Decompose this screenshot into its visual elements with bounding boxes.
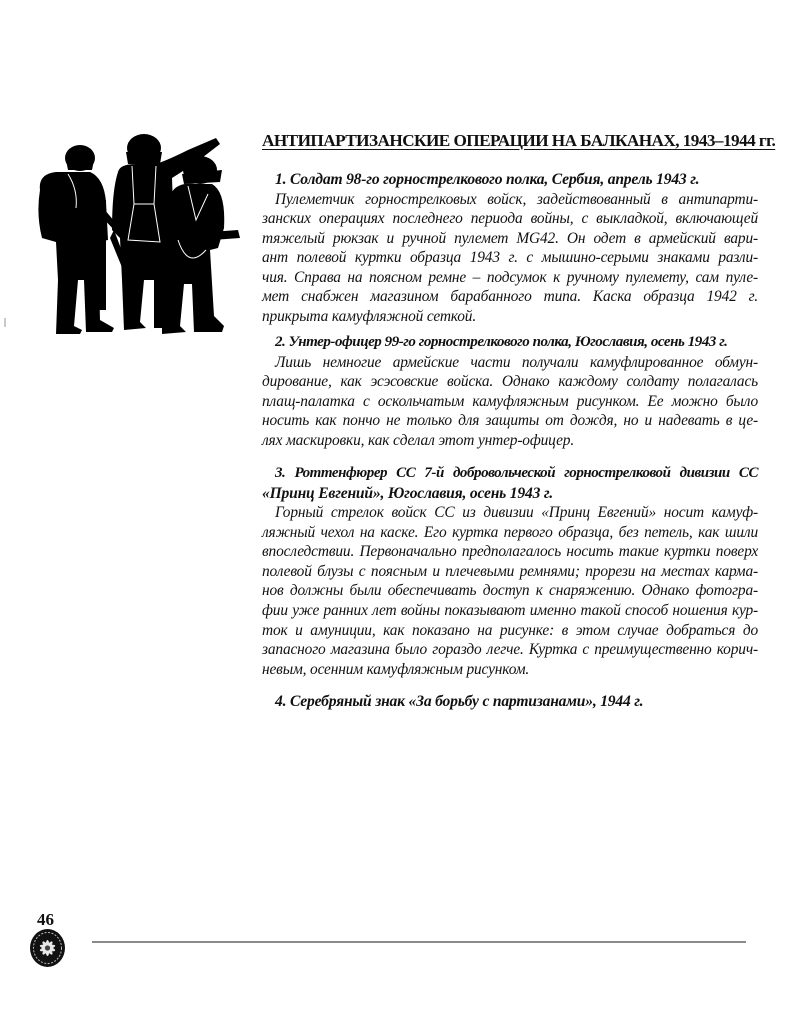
body-line: носить как пончо не только для защиты от дождя, но и надевать в це-: [262, 412, 758, 430]
heading-line: 4. Серебряный знак «За борьбу с партизанами», 1944 г.: [275, 693, 644, 710]
section-body: [262, 190, 758, 327]
body-line: плащ-палатка с оскольчатым камуфляжным рисунком. Ее можно было: [262, 392, 758, 410]
body-line: Горный стрелок войск СС из дивизии «Принц Евгений» носит камуф-: [275, 504, 758, 521]
body-line: Пулеметчик горнострелковых войск, задействованный в антипарти-: [275, 190, 758, 208]
heading-line: 3. Роттенфюрер СС 7-й добровольческой горнострелковой дивизии СС: [275, 465, 758, 481]
section-heading: [262, 333, 758, 353]
section-heading: [262, 464, 758, 503]
body-line: Лишь немногие армейские части получали камуфлированное обмун-: [275, 353, 758, 371]
body-line: прикрыта камуфляжной сеткой.: [262, 308, 477, 326]
body-line: ляжный чехол на каске. Его куртка первого образца, без петель, как шили: [262, 523, 758, 541]
section-4: [262, 692, 758, 712]
heading-line: 1. Солдат 98-го горнострелкового полка, Сербия, апрель 1943 г.: [275, 171, 700, 188]
body-line: лях маскировки, как сделал этот унтер-офицер.: [262, 431, 575, 449]
body-line: нов должны были обеспечивать доступ к снаряжению. Однако фотогра-: [262, 582, 758, 600]
body-line: чия. Справа на поясном ремне – подсумок к ручному пулемету, сам пуле-: [262, 268, 758, 286]
section-2: [262, 333, 758, 450]
section-3: [262, 464, 758, 679]
body-line: впоследствии. Первоначально предполагалось носить такие куртки поверх: [262, 543, 758, 561]
body-line: занских операциях последнего периода войны, с выкладкой, включающей: [262, 210, 758, 228]
body-line: фии уже ранних лет войны показывают именно такой способ ношения кур-: [262, 601, 758, 619]
soldiers-silhouette-icon: [28, 130, 256, 335]
body-line: мет снабжен магазином барабанного типа. Каска образца 1942 г.: [262, 288, 758, 306]
heading-line: 2. Унтер-офицер 99-го горнострелкового полка, Югославия, осень 1943 г.: [275, 334, 728, 350]
section-1: [262, 170, 758, 327]
body-line: ток и амуниции, как показано на рисунке: в этом случае добраться до: [262, 621, 758, 639]
heading-line: «Принц Евгений», Югославия, осень 1943 г.: [262, 484, 553, 502]
footer-rule: [92, 941, 746, 943]
body-line: полевой блузы с поясным и плечевыми ремнями; прорези на местах карма-: [262, 562, 758, 580]
body-line: тяжелый рюкзак и ручной пулемет MG42. Он одет в армейский вари-: [262, 229, 758, 247]
body-line: дирование, как эсэсовские войска. Однако каждому солдату полагалась: [262, 373, 758, 391]
page-number: 46: [37, 910, 54, 929]
edelweiss-emblem-icon: [29, 928, 66, 968]
section-heading: [262, 692, 758, 712]
section-body: [262, 503, 758, 679]
section-body: [262, 353, 758, 451]
body-line: запасного магазина было гораздо легче. Куртка с преимущественно корич-: [262, 641, 758, 659]
section-heading: [262, 170, 758, 190]
body-line: невым, осенним камуфляжным рисунком.: [262, 660, 530, 678]
page-title: АНТИПАРТИЗАНСКИЕ ОПЕРАЦИИ НА БАЛКАНАХ, 1943–1944 гг.: [262, 131, 776, 150]
scan-margin-mark: [4, 318, 6, 327]
body-line: ант полевой куртки образца 1943 г. с мышино-серыми знаками разли-: [262, 249, 758, 267]
